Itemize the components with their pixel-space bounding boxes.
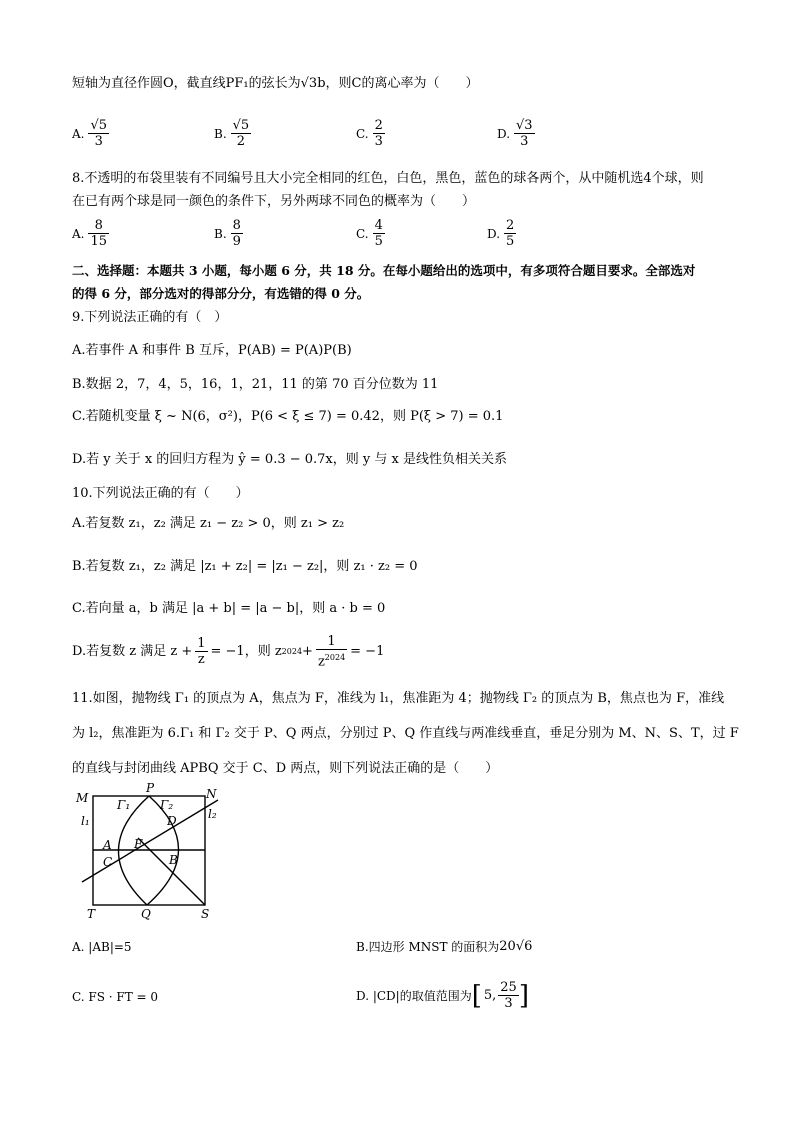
- q9-option-b[interactable]: B.数据 2，7，4，5，16，1，21，11 的第 70 百分位数为 11: [72, 377, 439, 392]
- label-n: N: [206, 787, 217, 801]
- q11-option-b[interactable]: B.四边形 MNST 的面积为 20√6: [356, 939, 533, 954]
- parabola-figure: [72, 782, 232, 922]
- q8-option-d[interactable]: D. $\frac{2}{5}$: [487, 218, 515, 249]
- q11-stem-line1: 11.如图，抛物线 Γ₁ 的顶点为 A，焦点为 F，准线为 l₁，焦准距为 4；抛物线 Γ₂ 的顶点为 B，焦点也为 F，准线: [72, 691, 725, 706]
- q7-option-a[interactable]: A. $\frac{√5}{3}$: [72, 118, 108, 149]
- label-c: C: [103, 855, 113, 869]
- q10-option-d[interactable]: D.若复数 z 满足 z + $\frac{1}{z}$ = −1，则 z 2024 + $\frac{1}{z^{2024}}$ = −1: [72, 634, 385, 670]
- q10-option-a[interactable]: A.若复数 z₁，z₂ 满足 z₁ − z₂ > 0，则 z₁ > z₂: [72, 516, 345, 531]
- label-m: M: [76, 791, 89, 805]
- label-p: P: [146, 782, 155, 795]
- label-t: T: [87, 907, 96, 921]
- label-l1: l₁: [81, 814, 90, 828]
- section-2-heading-line2: 的得 6 分，部分选对的得部分分，有选错的得 0 分。: [72, 286, 370, 301]
- q7-option-b[interactable]: B. $\frac{√5}{2}$: [214, 118, 250, 149]
- q11-option-c[interactable]: C. FS · FT = 0: [72, 990, 159, 1004]
- q9-stem: 9.下列说法正确的有（ ）: [72, 310, 228, 325]
- label-q: Q: [141, 907, 151, 921]
- q7-option-d[interactable]: D. $\frac{√3}{3}$: [497, 118, 533, 149]
- q11-option-d[interactable]: D. |CD|的取值范围为 [ 5, $\frac{25}{3}$ ]: [356, 980, 529, 1011]
- q11-option-a[interactable]: A. |AB|=5: [72, 940, 132, 954]
- label-l2: l₂: [208, 807, 217, 821]
- q10-stem: 10.下列说法正确的有（ ）: [72, 486, 249, 501]
- q7-stem: 短轴为直径作圆O，截直线PF₁的弦长为√3b，则C的离心率为（ ）: [72, 76, 479, 91]
- q8-stem-line1: 8.不透明的布袋里装有不同编号且大小完全相同的红色，白色，黑色，蓝色的球各两个，从中随机选4个球，则: [72, 171, 704, 186]
- q8-option-c[interactable]: C. $\frac{4}{5}$: [356, 218, 383, 249]
- label-a: A: [103, 838, 112, 852]
- q11-stem-line2: 为 l₂，焦准距为 6.Γ₁ 和 Γ₂ 交于 P、Q 两点，分别过 P、Q 作直线与两准线垂直，垂足分别为 M、N、S、T，过 F: [72, 726, 739, 741]
- label-f: F: [134, 837, 143, 851]
- q7-option-c[interactable]: C. $\frac{2}{3}$: [356, 118, 383, 149]
- q10-option-c[interactable]: C.若向量 a，b 满足 |a + b| = |a − b|，则 a · b = 0: [72, 601, 386, 616]
- label-gamma2: Γ₂: [160, 798, 174, 812]
- q9-option-d[interactable]: D.若 y 关于 x 的回归方程为 ŷ = 0.3 − 0.7x，则 y 与 x 是线性负相关关系: [72, 452, 507, 467]
- label-s: S: [201, 907, 210, 921]
- section-2-heading-line1: 二、选择题：本题共 3 小题，每小题 6 分，共 18 分。在每小题给出的选项中，有多项符合题目要求。全部选对: [72, 263, 696, 278]
- label-gamma1: Γ₁: [117, 798, 131, 812]
- q11-stem-line3: 的直线与封闭曲线 APBQ 交于 C、D 两点，则下列说法正确的是（ ）: [72, 761, 499, 776]
- label-d: D: [167, 814, 177, 828]
- q10-option-b[interactable]: B.若复数 z₁，z₂ 满足 |z₁ + z₂| = |z₁ − z₂|，则 z₁ · z₂ = 0: [72, 559, 418, 574]
- q8-option-a[interactable]: A. $\frac{8}{15}$: [72, 218, 108, 249]
- q8-stem-line2: 在已有两个球是同一颜色的条件下，另外两球不同色的概率为（ ）: [72, 194, 476, 209]
- q9-option-a[interactable]: A.若事件 A 和事件 B 互斥，P(AB) = P(A)P(B): [72, 343, 352, 358]
- q9-option-c[interactable]: C.若随机变量 ξ ~ N(6，σ²)，P(6 < ξ ≤ 7) = 0.42，则 P(ξ > 7) = 0.1: [72, 409, 504, 424]
- q8-option-b[interactable]: B. $\frac{8}{9}$: [214, 218, 241, 249]
- label-b: B: [169, 853, 178, 867]
- line-fs: [138, 838, 205, 905]
